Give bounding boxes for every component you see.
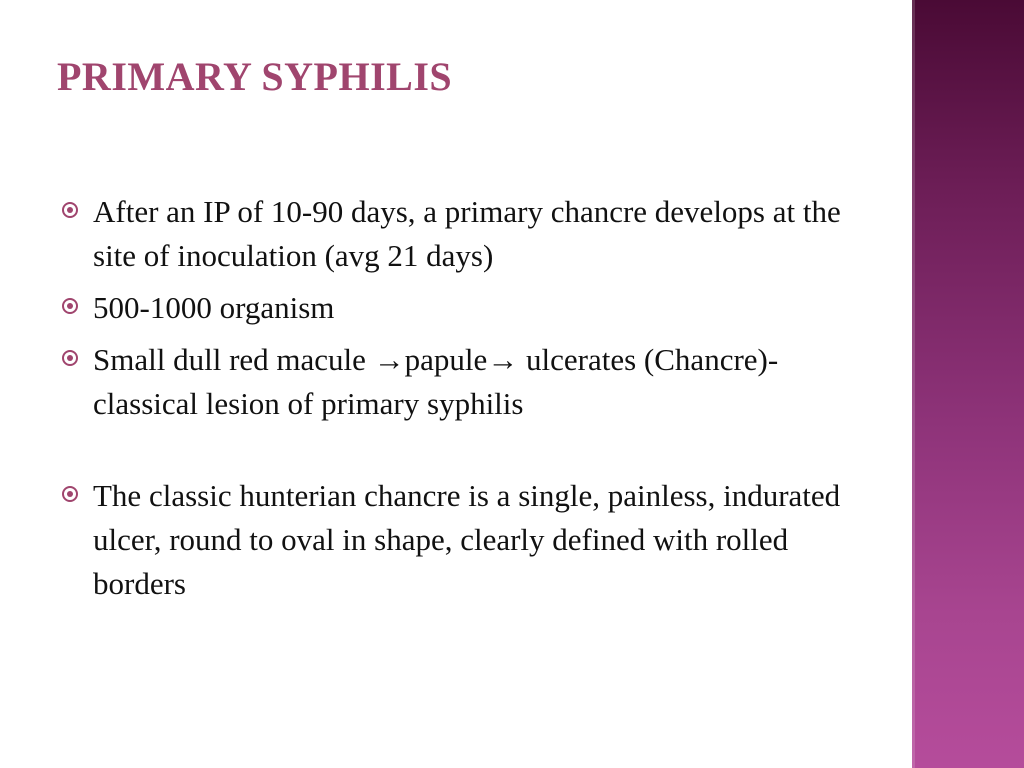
bullet-text: 500-1000 organism — [93, 290, 335, 325]
bullet-text: After an IP of 10-90 days, a primary chancre develops at the site of inoculation (avg 21 days) — [93, 194, 841, 273]
bullet-item — [60, 190, 880, 278]
slide-title: PRIMARY SYPHILIS — [57, 54, 453, 99]
target-bullet-icon — [62, 298, 78, 314]
bullet-item — [60, 286, 880, 330]
bullet-list — [60, 190, 880, 614]
decorative-side-bar — [912, 0, 1024, 768]
bullet-item — [60, 474, 880, 606]
bullet-text: Small dull red macule →papule→ ulcerates (Chancre)- classical lesion of primary syphilis — [93, 342, 779, 421]
bullet-item — [60, 338, 880, 426]
target-bullet-icon — [62, 202, 78, 218]
bullet-text: The classic hunterian chancre is a single, painless, indurated ulcer, round to oval in shape, clearly defined with rolled borders — [93, 478, 841, 601]
target-bullet-icon — [62, 486, 78, 502]
target-bullet-icon — [62, 350, 78, 366]
side-bar-edge — [912, 0, 915, 768]
